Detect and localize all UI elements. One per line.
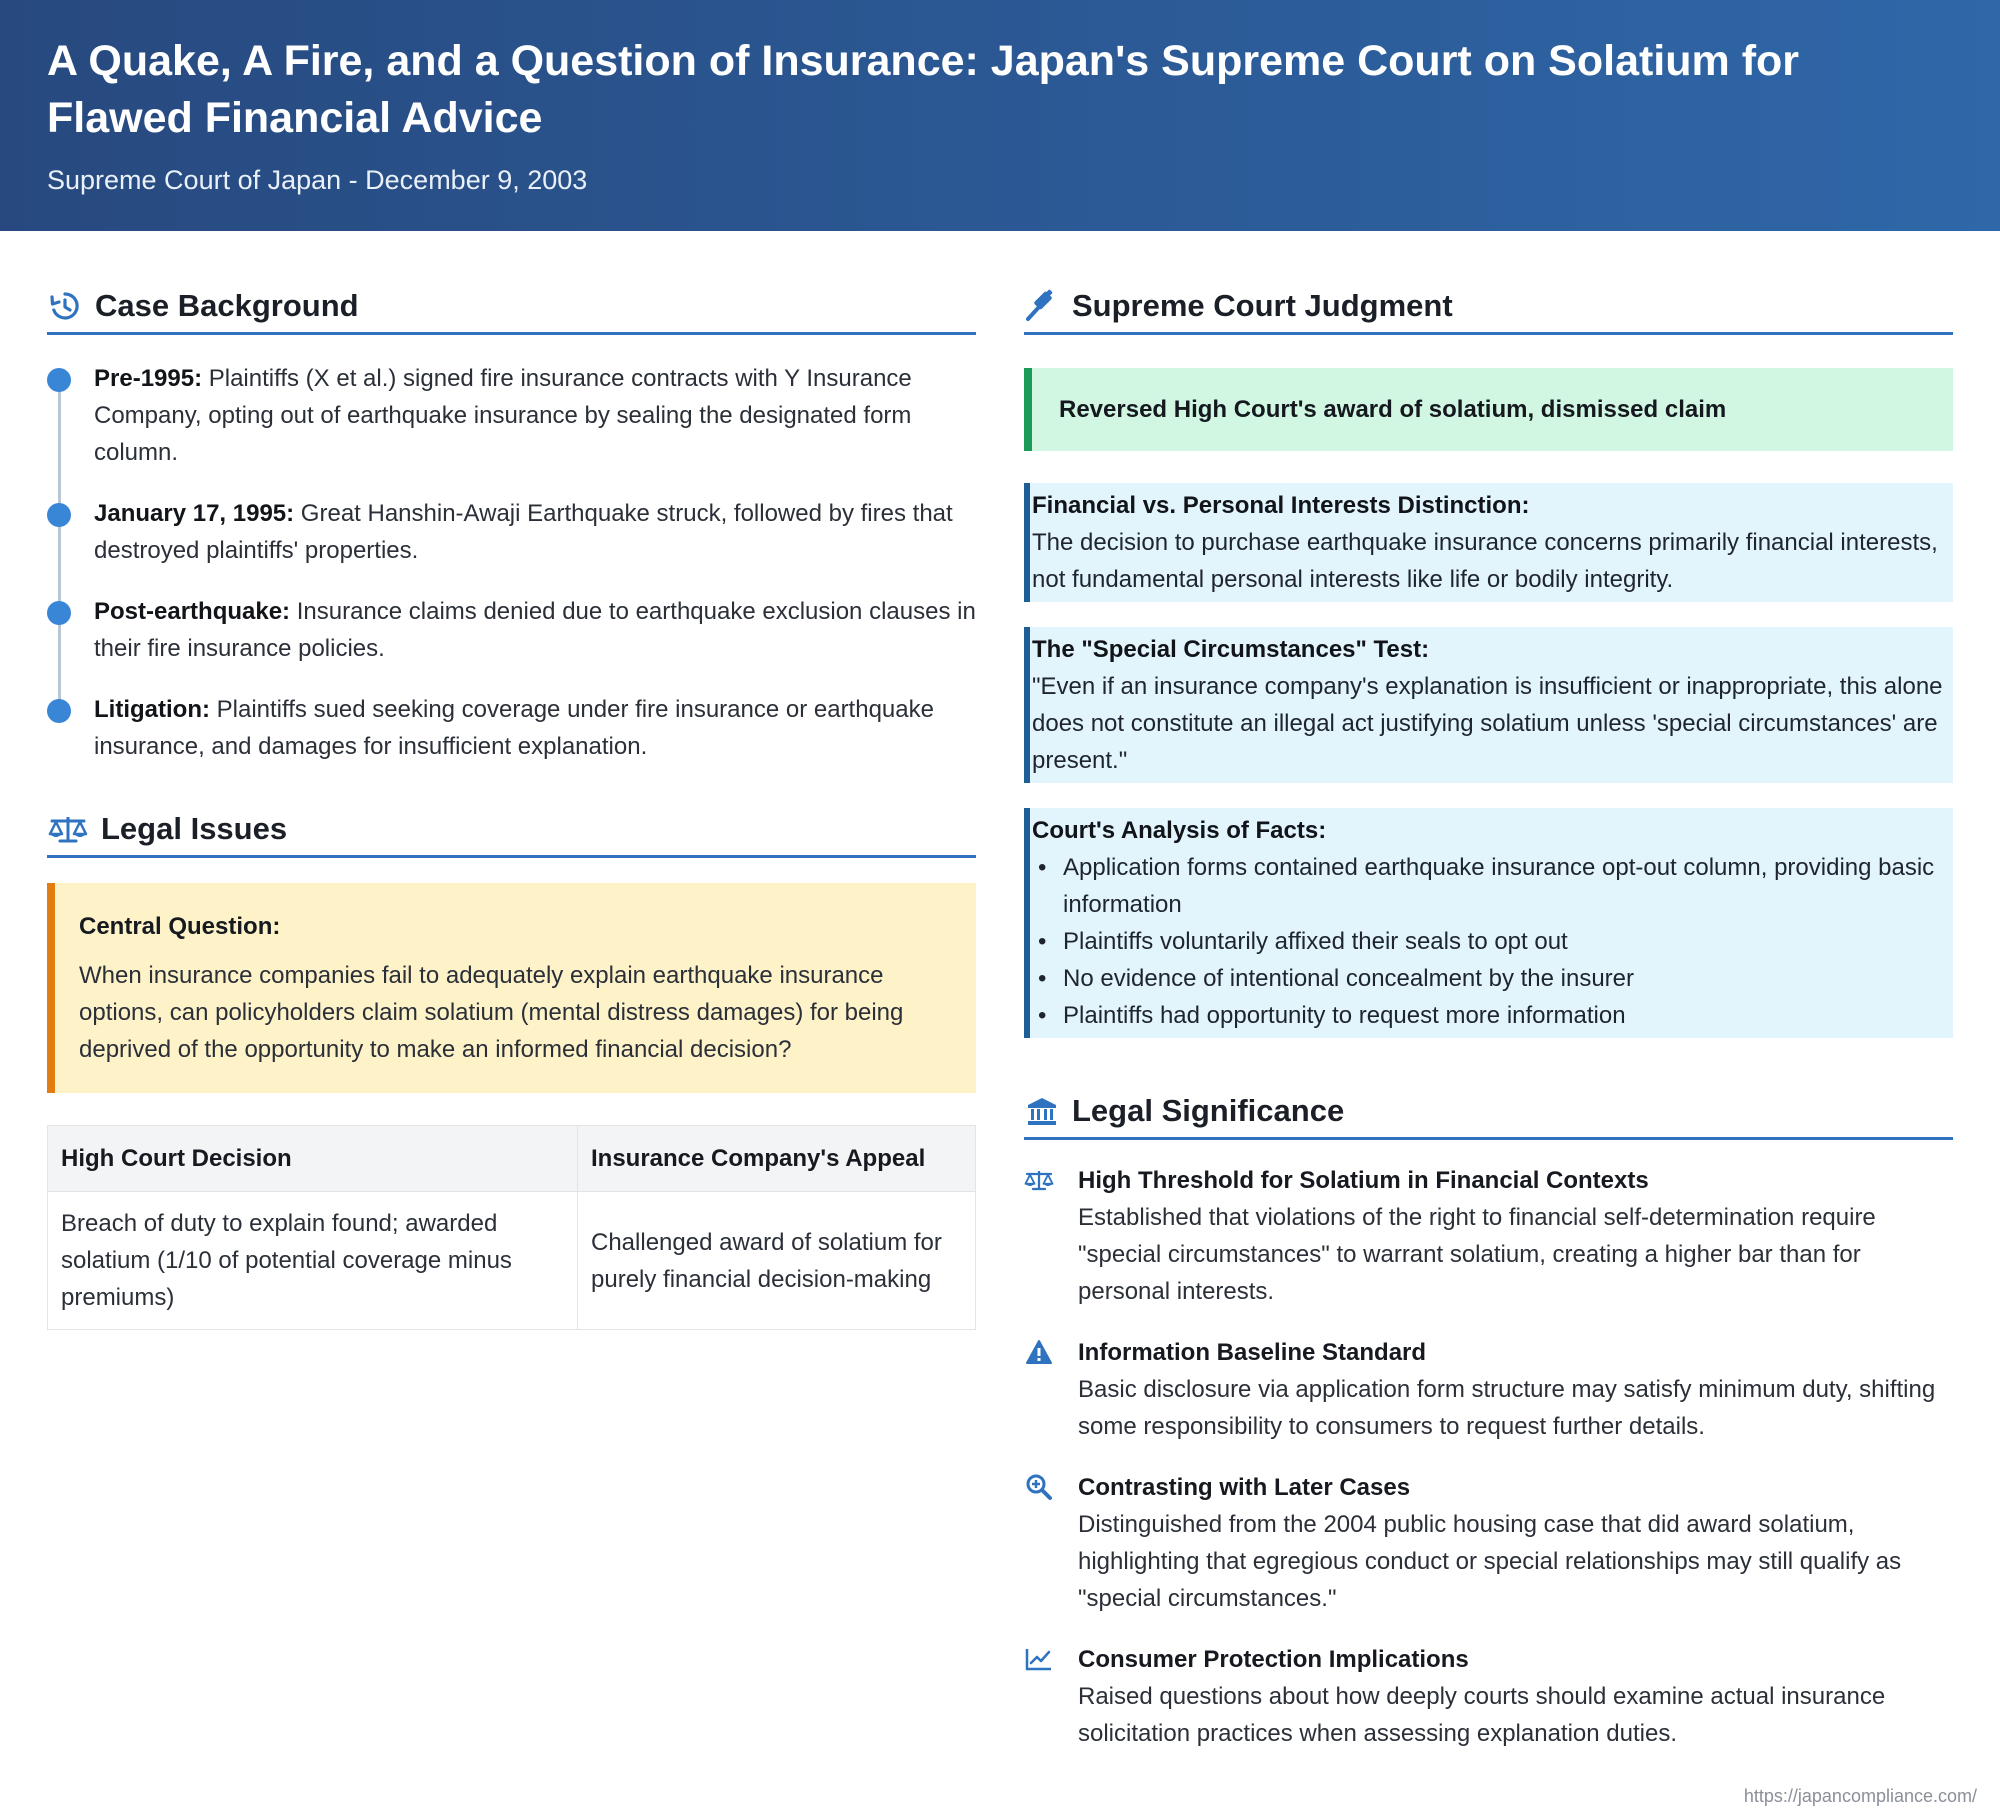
- timeline-item: [47, 691, 976, 765]
- footer-url: https://japancompliance.com/: [1743, 1786, 1977, 1806]
- timeline-text: Great Hanshin-Awaji Earthquake struck, followed by fires that destroyed plaintiffs' properties.: [94, 500, 953, 564]
- table-header-cell: High Court Decision: [48, 1126, 578, 1192]
- significance-title: Contrasting with Later Cases: [1078, 1474, 1411, 1501]
- section-title-judgment: [1024, 280, 1953, 335]
- list-item: • Plaintiffs had opportunity to request more information: [1032, 997, 1949, 1034]
- table-cell: Challenged award of solatium for purely financial decision-making: [578, 1192, 976, 1330]
- timeline-text: Insurance claims denied due to earthquake exclusion clauses in their fire insurance policies.: [94, 598, 976, 662]
- section-heading: Legal Significance: [1072, 1093, 1345, 1128]
- table-cell: Breach of duty to explain found; awarded solatium (1/10 of potential coverage minus premiums): [48, 1192, 578, 1330]
- section-heading: Case Background: [95, 288, 359, 323]
- section-heading: Legal Issues: [101, 811, 288, 846]
- timeline-dot: [47, 368, 71, 392]
- right-column: [1024, 280, 1953, 1776]
- comparison-table: [47, 1125, 976, 1330]
- list-item: • No evidence of intentional concealment by the insurer: [1032, 960, 1949, 997]
- info-box-text: "Even if an insurance company's explanation is insufficient or inappropriate, this alone does not constitute an illegal act justifying solatium unless 'special circumstances' are present.": [1032, 673, 1943, 774]
- page-subtitle: Supreme Court of Japan - December 9, 2003: [47, 165, 588, 195]
- timeline-item: [47, 495, 976, 569]
- page-title: A Quake, A Fire, and a Question of Insurance: Japan's Supreme Court on Solatium for Flawed Financial Advice: [47, 37, 1800, 142]
- significance-text: Established that violations of the right to financial self-determination require "special circumstances" to warrant solatium, creating a higher bar than for personal interests.: [1078, 1204, 1876, 1305]
- central-question-title: Central Question:: [79, 913, 281, 940]
- chart-line-icon: [1024, 1644, 1054, 1674]
- history-icon: [47, 288, 83, 324]
- gavel-icon: [1024, 288, 1060, 324]
- central-question-text: When insurance companies fail to adequately explain earthquake insurance options, can policyholders claim solatium (mental distress damages) for being deprived of the opportunity to make an informed financial decision?: [79, 962, 904, 1063]
- significance-title: Consumer Protection Implications: [1078, 1646, 1469, 1673]
- info-box-text: The decision to purchase earthquake insurance concerns primarily financial interests, not fundamental personal interests like life or bodily integrity.: [1032, 529, 1938, 593]
- bank-icon: [1024, 1093, 1060, 1129]
- timeline-label: January 17, 1995:: [94, 500, 295, 527]
- timeline-item: [47, 360, 976, 471]
- timeline: [47, 360, 976, 765]
- scales-icon: [1024, 1165, 1054, 1195]
- warning-icon: [1024, 1337, 1054, 1367]
- timeline-label: Pre-1995:: [94, 365, 203, 392]
- section-title-background: [47, 280, 976, 335]
- analysis-list: [1032, 849, 1949, 1034]
- significance-text: Distinguished from the 2004 public housing case that did award solatium, highlighting that egregious conduct or special relationships may still qualify as "special circumstances.": [1078, 1511, 1902, 1612]
- significance-title: High Threshold for Solatium in Financial Contexts: [1078, 1167, 1649, 1194]
- list-item: • Application forms contained earthquake insurance opt-out column, providing basic information: [1032, 849, 1949, 923]
- central-question-box: [47, 883, 976, 1093]
- timeline-dot: [47, 601, 71, 625]
- significance-text: Basic disclosure via application form structure may satisfy minimum duty, shifting some responsibility to consumers to request further details.: [1078, 1376, 1936, 1440]
- significance-item: [1024, 1162, 1953, 1310]
- table-header-cell: Insurance Company's Appeal: [578, 1126, 976, 1192]
- list-item: • Plaintiffs voluntarily affixed their seals to opt out: [1032, 923, 1949, 960]
- info-box-title: Financial vs. Personal Interests Distinction:: [1032, 492, 1530, 519]
- search-plus-icon: [1024, 1472, 1054, 1502]
- significance-text: Raised questions about how deeply courts should examine actual insurance solicitation practices when assessing explanation duties.: [1078, 1683, 1886, 1747]
- significance-list: [1024, 1162, 1953, 1752]
- timeline-item: [47, 593, 976, 667]
- timeline-dot: [47, 503, 71, 527]
- table-row: [48, 1192, 976, 1330]
- distinction-box: [1024, 483, 1953, 602]
- significance-item: [1024, 1469, 1953, 1617]
- info-box-title: The "Special Circumstances" Test:: [1032, 636, 1430, 663]
- info-box-title: Court's Analysis of Facts:: [1032, 817, 1327, 844]
- scales-icon: [47, 811, 89, 847]
- judgment-result-box: Reversed High Court's award of solatium, dismissed claim: [1024, 368, 1953, 451]
- section-title-significance: [1024, 1085, 1953, 1140]
- section-heading: Supreme Court Judgment: [1072, 288, 1453, 323]
- left-column: [47, 280, 976, 1330]
- table-header-row: [48, 1126, 976, 1192]
- significance-item: [1024, 1334, 1953, 1445]
- timeline-dot: [47, 699, 71, 723]
- section-title-issues: [47, 803, 976, 858]
- timeline-text: Plaintiffs sued seeking coverage under fire insurance or earthquake insurance, and damages for insufficient explanation.: [94, 696, 934, 760]
- significance-item: [1024, 1641, 1953, 1752]
- significance-title: Information Baseline Standard: [1078, 1339, 1427, 1366]
- analysis-box: [1024, 808, 1953, 1038]
- page-header: [0, 0, 2000, 231]
- timeline-text: Plaintiffs (X et al.) signed fire insurance contracts with Y Insurance Company, opting out of earthquake insurance by sealing the designated form column.: [94, 365, 912, 466]
- special-circumstances-box: [1024, 627, 1953, 783]
- timeline-label: Litigation:: [94, 696, 210, 723]
- timeline-label: Post-earthquake:: [94, 598, 291, 625]
